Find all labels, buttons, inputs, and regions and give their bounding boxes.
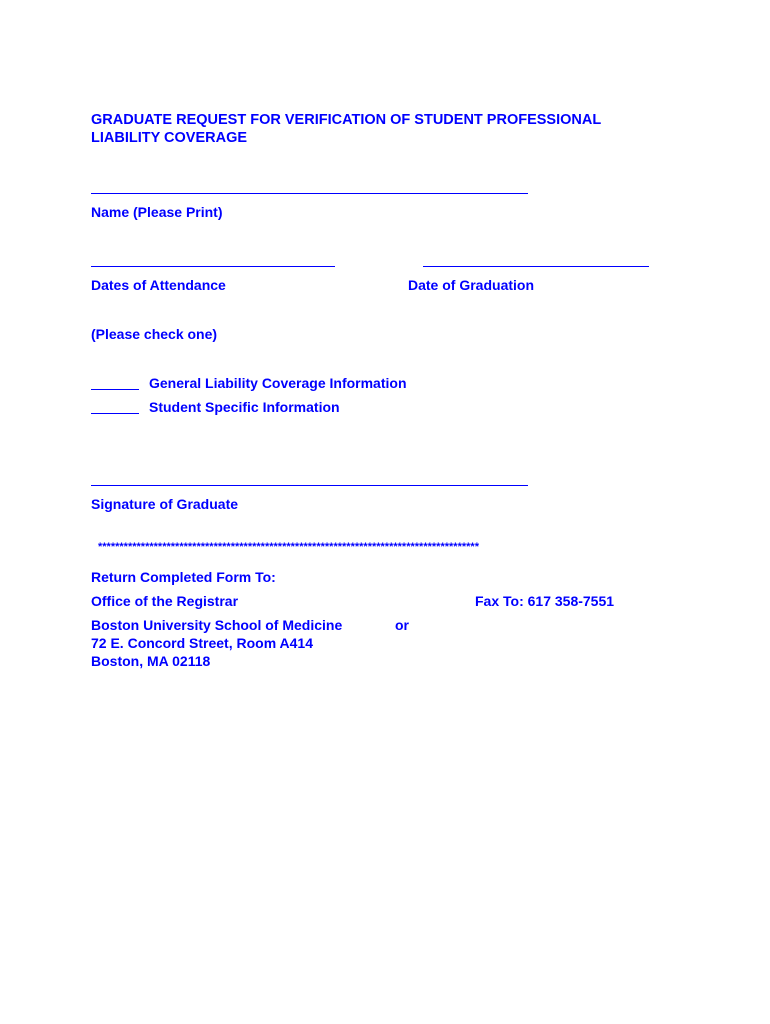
signature-input-line[interactable] <box>91 485 528 486</box>
return-heading: Return Completed Form To: <box>91 569 276 585</box>
city-address: Boston, MA 02118 <box>91 653 211 669</box>
registrar-office: Office of the Registrar <box>91 593 239 609</box>
option-label: General Liability Coverage Information <box>149 375 407 391</box>
dates-of-attendance-label: Dates of Attendance <box>91 277 226 293</box>
school-name: Boston University School of Medicine <box>91 617 343 633</box>
signature-label: Signature of Graduate <box>91 496 239 512</box>
name-input-line[interactable] <box>91 193 528 194</box>
fax-number: Fax To: 617 358-7551 <box>475 593 615 609</box>
option-student-specific <box>91 398 340 416</box>
name-label: Name (Please Print) <box>91 204 223 220</box>
street-address: 72 E. Concord Street, Room A414 <box>91 635 313 651</box>
or-text: or <box>395 617 409 633</box>
option-label: Student Specific Information <box>149 399 340 415</box>
form-title: GRADUATE REQUEST FOR VERIFICATION OF STUDENT PROFESSIONAL LIABILITY COVERAGE <box>91 112 601 146</box>
option-general-liability <box>91 374 407 392</box>
star-separator: ***************************************************************************************** <box>98 541 479 553</box>
date-of-graduation-label: Date of Graduation <box>408 277 535 293</box>
dates-of-attendance-input-line[interactable] <box>91 266 335 267</box>
date-of-graduation-input-line[interactable] <box>423 266 649 267</box>
check-instruction: (Please check one) <box>91 326 218 342</box>
student-specific-check-blank[interactable] <box>91 399 139 414</box>
general-liability-check-blank[interactable] <box>91 375 139 390</box>
